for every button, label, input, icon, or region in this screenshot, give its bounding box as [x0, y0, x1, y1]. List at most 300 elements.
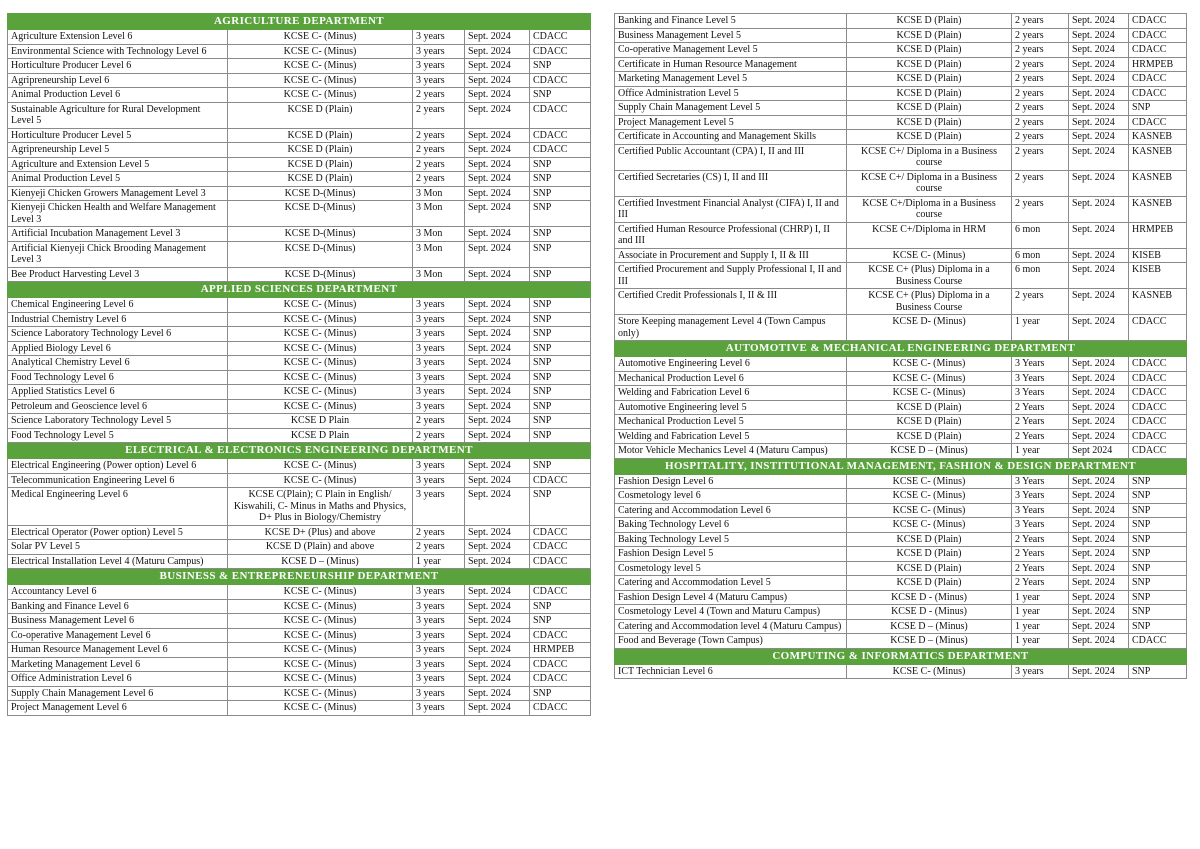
intake-cell: Sept. 2024	[465, 186, 530, 201]
course-cell: Automotive Engineering level 5	[615, 400, 847, 415]
exam-body-cell: HRMPEB	[1129, 222, 1187, 248]
exam-body-cell: SNP	[530, 157, 591, 172]
table-row	[8, 643, 591, 658]
intake-cell: Sept. 2024	[1069, 222, 1129, 248]
exam-body-cell: CDACC	[1129, 444, 1187, 459]
exam-body-cell: SNP	[1129, 532, 1187, 547]
exam-body-cell: SNP	[530, 312, 591, 327]
requirement-cell: KCSE C- (Minus)	[228, 298, 413, 313]
course-cell: Science Laboratory Technology Level 6	[8, 327, 228, 342]
course-cell: Agripreneurship Level 5	[8, 143, 228, 158]
duration-cell: 3 years	[413, 30, 465, 45]
course-cell: Baking Technology Level 6	[615, 518, 847, 533]
duration-cell: 2 years	[1012, 170, 1069, 196]
table-row	[8, 599, 591, 614]
exam-body-cell: HRMPEB	[530, 643, 591, 658]
intake-cell: Sept. 2024	[465, 102, 530, 128]
exam-body-cell: CDACC	[530, 628, 591, 643]
duration-cell: 3 years	[413, 312, 465, 327]
exam-body-cell: SNP	[530, 414, 591, 429]
intake-cell: Sept. 2024	[1069, 86, 1129, 101]
intake-cell: Sept. 2024	[1069, 28, 1129, 43]
intake-cell: Sept. 2024	[1069, 386, 1129, 401]
intake-cell: Sept. 2024	[465, 385, 530, 400]
course-cell: Cosmetology level 5	[615, 561, 847, 576]
duration-cell: 3 years	[413, 686, 465, 701]
exam-body-cell: CDACC	[1129, 115, 1187, 130]
intake-cell: Sept. 2024	[465, 298, 530, 313]
requirement-cell: KCSE C- (Minus)	[228, 356, 413, 371]
table-row	[8, 327, 591, 342]
requirement-cell: KCSE D (Plain)	[847, 429, 1012, 444]
exam-body-cell: SNP	[1129, 489, 1187, 504]
duration-cell: 2 years	[1012, 14, 1069, 29]
table-row	[615, 248, 1187, 263]
intake-cell: Sept. 2024	[1069, 561, 1129, 576]
intake-cell: Sept. 2024	[465, 327, 530, 342]
table-row	[615, 263, 1187, 289]
duration-cell: 3 years	[413, 73, 465, 88]
intake-cell: Sept. 2024	[465, 143, 530, 158]
duration-cell: 3 years	[413, 399, 465, 414]
table-row	[8, 585, 591, 600]
course-cell: Agripreneurship Level 6	[8, 73, 228, 88]
department-title: APPLIED SCIENCES DEPARTMENT	[8, 282, 591, 298]
intake-cell: Sept. 2024	[465, 341, 530, 356]
duration-cell: 2 years	[413, 88, 465, 103]
exam-body-cell: SNP	[530, 459, 591, 474]
course-cell: Welding and Fabrication Level 6	[615, 386, 847, 401]
exam-body-cell: SNP	[1129, 503, 1187, 518]
intake-cell: Sept. 2024	[1069, 371, 1129, 386]
table-row	[8, 628, 591, 643]
course-cell: Industrial Chemistry Level 6	[8, 312, 228, 327]
intake-cell: Sept. 2024	[465, 267, 530, 282]
department-title: BUSINESS & ENTREPRENEURSHIP DEPARTMENT	[8, 569, 591, 585]
course-cell: Solar PV Level 5	[8, 540, 228, 555]
duration-cell: 2 Years	[1012, 400, 1069, 415]
table-row	[615, 415, 1187, 430]
exam-body-cell: CDACC	[1129, 415, 1187, 430]
course-cell: Animal Production Level 6	[8, 88, 228, 103]
exam-body-cell: CDACC	[530, 30, 591, 45]
course-cell: Horticulture Producer Level 6	[8, 59, 228, 74]
requirement-cell: KCSE D (Plain)	[847, 72, 1012, 87]
table-row	[615, 196, 1187, 222]
intake-cell: Sept. 2024	[465, 157, 530, 172]
requirement-cell: KCSE D (Plain)	[228, 128, 413, 143]
intake-cell: Sept. 2024	[1069, 503, 1129, 518]
intake-cell: Sept. 2024	[1069, 547, 1129, 562]
requirement-cell: KCSE C+/ Diploma in a Business course	[847, 144, 1012, 170]
duration-cell: 3 years	[413, 356, 465, 371]
intake-cell: Sept. 2024	[1069, 357, 1129, 372]
table-row	[8, 227, 591, 242]
intake-cell: Sept. 2024	[465, 540, 530, 555]
course-cell: Telecommunication Engineering Level 6	[8, 473, 228, 488]
intake-cell: Sept. 2024	[1069, 72, 1129, 87]
exam-body-cell: KASNEB	[1129, 289, 1187, 315]
requirement-cell: KCSE C- (Minus)	[228, 370, 413, 385]
table-row	[8, 267, 591, 282]
table-row	[8, 298, 591, 313]
course-cell: Environmental Science with Technology Level 6	[8, 44, 228, 59]
intake-cell: Sept. 2024	[465, 59, 530, 74]
table-row	[615, 72, 1187, 87]
requirement-cell: KCSE C- (Minus)	[847, 518, 1012, 533]
table-row	[615, 386, 1187, 401]
course-cell: Supply Chain Management Level 6	[8, 686, 228, 701]
duration-cell: 2 years	[413, 172, 465, 187]
exam-body-cell: SNP	[530, 488, 591, 526]
table-row	[615, 561, 1187, 576]
table-row	[615, 130, 1187, 145]
intake-cell: Sept. 2024	[1069, 474, 1129, 489]
intake-cell: Sept. 2024	[1069, 400, 1129, 415]
duration-cell: 2 Years	[1012, 561, 1069, 576]
duration-cell: 3 years	[413, 473, 465, 488]
course-cell: Associate in Procurement and Supply I, II & III	[615, 248, 847, 263]
table-row	[8, 399, 591, 414]
table-row	[8, 59, 591, 74]
department-title: HOSPITALITY, INSTITUTIONAL MANAGEMENT, FASHION & DESIGN DEPARTMENT	[615, 458, 1187, 474]
exam-body-cell: SNP	[530, 241, 591, 267]
department-title: ELECTRICAL & ELECTRONICS ENGINEERING DEPARTMENT	[8, 443, 591, 459]
requirement-cell: KCSE C- (Minus)	[228, 73, 413, 88]
exam-body-cell: SNP	[530, 370, 591, 385]
table-row	[615, 429, 1187, 444]
requirement-cell: KCSE D- (Minus)	[847, 315, 1012, 341]
table-row	[615, 357, 1187, 372]
duration-cell: 3 Years	[1012, 489, 1069, 504]
course-cell: Bee Product Harvesting Level 3	[8, 267, 228, 282]
course-cell: Co-operative Management Level 5	[615, 43, 847, 58]
exam-body-cell: CDACC	[1129, 429, 1187, 444]
duration-cell: 1 year	[1012, 605, 1069, 620]
exam-body-cell: SNP	[530, 267, 591, 282]
exam-body-cell: CDACC	[1129, 634, 1187, 649]
course-cell: Fashion Design Level 6	[615, 474, 847, 489]
duration-cell: 3 Mon	[413, 186, 465, 201]
table-row	[8, 312, 591, 327]
requirement-cell: KCSE D (Plain)	[847, 101, 1012, 116]
course-cell: Catering and Accommodation level 4 (Maturu Campus)	[615, 619, 847, 634]
table-row	[8, 554, 591, 569]
intake-cell: Sept. 2024	[1069, 532, 1129, 547]
exam-body-cell: SNP	[1129, 619, 1187, 634]
exam-body-cell: CDACC	[1129, 315, 1187, 341]
duration-cell: 3 years	[413, 672, 465, 687]
duration-cell: 2 years	[1012, 86, 1069, 101]
exam-body-cell: HRMPEB	[1129, 57, 1187, 72]
course-cell: Certified Public Accountant (CPA) I, II and III	[615, 144, 847, 170]
intake-cell: Sept. 2024	[1069, 429, 1129, 444]
course-cell: Baking Technology Level 5	[615, 532, 847, 547]
course-cell: Banking and Finance Level 6	[8, 599, 228, 614]
table-row	[615, 518, 1187, 533]
course-cell: Animal Production Level 5	[8, 172, 228, 187]
table-row	[8, 241, 591, 267]
intake-cell: Sept. 2024	[1069, 315, 1129, 341]
requirement-cell: KCSE D Plain	[228, 428, 413, 443]
course-cell: ICT Technician Level 6	[615, 664, 847, 679]
intake-cell: Sept. 2024	[465, 201, 530, 227]
exam-body-cell: CDACC	[530, 73, 591, 88]
exam-body-cell: KISEB	[1129, 248, 1187, 263]
course-cell: Agriculture Extension Level 6	[8, 30, 228, 45]
duration-cell: 3 years	[413, 488, 465, 526]
requirement-cell: KCSE C- (Minus)	[228, 643, 413, 658]
course-cell: Electrical Operator (Power option) Level 5	[8, 525, 228, 540]
requirement-cell: KCSE D (Plain)	[847, 547, 1012, 562]
duration-cell: 2 years	[1012, 130, 1069, 145]
table-row	[615, 28, 1187, 43]
duration-cell: 6 mon	[1012, 263, 1069, 289]
intake-cell: Sept. 2024	[1069, 415, 1129, 430]
table-row	[8, 157, 591, 172]
duration-cell: 1 year	[1012, 634, 1069, 649]
intake-cell: Sept. 2024	[1069, 248, 1129, 263]
exam-body-cell: SNP	[1129, 590, 1187, 605]
exam-body-cell: CDACC	[1129, 357, 1187, 372]
table-row	[615, 605, 1187, 620]
duration-cell: 3 years	[413, 385, 465, 400]
table-row	[8, 701, 591, 716]
course-cell: Certified Credit Professionals I, II & III	[615, 289, 847, 315]
duration-cell: 6 mon	[1012, 222, 1069, 248]
duration-cell: 2 Years	[1012, 429, 1069, 444]
requirement-cell: KCSE C+ (Plus) Diploma in a Business Course	[847, 263, 1012, 289]
intake-cell: Sept. 2024	[465, 356, 530, 371]
table-row	[8, 73, 591, 88]
department-title: COMPUTING & INFORMATICS DEPARTMENT	[615, 648, 1187, 664]
table-row	[615, 503, 1187, 518]
course-cell: Artificial Incubation Management Level 3	[8, 227, 228, 242]
exam-body-cell: CDACC	[530, 585, 591, 600]
duration-cell: 2 years	[413, 128, 465, 143]
requirement-cell: KCSE D (Plain)	[847, 576, 1012, 591]
exam-body-cell: CDACC	[1129, 400, 1187, 415]
exam-body-cell: SNP	[1129, 576, 1187, 591]
intake-cell: Sept. 2024	[1069, 101, 1129, 116]
duration-cell: 3 years	[413, 643, 465, 658]
requirement-cell: KCSE C- (Minus)	[228, 312, 413, 327]
requirement-cell: KCSE C+ (Plus) Diploma in a Business Course	[847, 289, 1012, 315]
exam-body-cell: SNP	[530, 614, 591, 629]
table-row	[615, 590, 1187, 605]
duration-cell: 1 year	[413, 554, 465, 569]
duration-cell: 3 years	[413, 341, 465, 356]
requirement-cell: KCSE C- (Minus)	[228, 399, 413, 414]
course-cell: Store Keeping management Level 4 (Town Campus only)	[615, 315, 847, 341]
exam-body-cell: CDACC	[530, 44, 591, 59]
requirement-cell: KCSE D+ (Plus) and above	[228, 525, 413, 540]
course-cell: Supply Chain Management Level 5	[615, 101, 847, 116]
duration-cell: 3 Years	[1012, 474, 1069, 489]
course-cell: Catering and Accommodation Level 5	[615, 576, 847, 591]
exam-body-cell: SNP	[530, 599, 591, 614]
intake-cell: Sept. 2024	[465, 672, 530, 687]
duration-cell: 1 year	[1012, 619, 1069, 634]
right-column	[614, 13, 1187, 679]
intake-cell: Sept. 2024	[1069, 115, 1129, 130]
exam-body-cell: CDACC	[530, 672, 591, 687]
requirement-cell: KCSE C- (Minus)	[847, 664, 1012, 679]
course-cell: Fashion Design Level 4 (Maturu Campus)	[615, 590, 847, 605]
course-cell: Office Administration Level 5	[615, 86, 847, 101]
requirement-cell: KCSE D (Plain)	[847, 400, 1012, 415]
intake-cell: Sept. 2024	[1069, 576, 1129, 591]
duration-cell: 3 years	[413, 657, 465, 672]
intake-cell: Sept. 2024	[1069, 263, 1129, 289]
course-cell: Kienyeji Chicken Growers Management Level 3	[8, 186, 228, 201]
requirement-cell: KCSE C- (Minus)	[847, 489, 1012, 504]
duration-cell: 3 Years	[1012, 357, 1069, 372]
course-cell: Sustainable Agriculture for Rural Development Level 5	[8, 102, 228, 128]
requirement-cell: KCSE C- (Minus)	[847, 371, 1012, 386]
table-row	[615, 634, 1187, 649]
requirement-cell: KCSE D – (Minus)	[847, 634, 1012, 649]
exam-body-cell: SNP	[530, 428, 591, 443]
exam-body-cell: SNP	[1129, 561, 1187, 576]
table-row	[8, 128, 591, 143]
table-row	[8, 385, 591, 400]
intake-cell: Sept. 2024	[1069, 196, 1129, 222]
requirement-cell: KCSE D - (Minus)	[847, 590, 1012, 605]
course-cell: Certified Secretaries (CS) I, II and III	[615, 170, 847, 196]
requirement-cell: KCSE D (Plain)	[847, 14, 1012, 29]
course-cell: Applied Biology Level 6	[8, 341, 228, 356]
requirement-cell: KCSE C- (Minus)	[228, 599, 413, 614]
requirement-cell: KCSE D (Plain)	[847, 57, 1012, 72]
intake-cell: Sept. 2024	[1069, 605, 1129, 620]
table-row	[615, 532, 1187, 547]
requirement-cell: KCSE C+/ Diploma in a Business course	[847, 170, 1012, 196]
table-row	[615, 619, 1187, 634]
duration-cell: 3 years	[413, 614, 465, 629]
requirement-cell: KCSE C- (Minus)	[228, 473, 413, 488]
requirement-cell: KCSE C- (Minus)	[228, 59, 413, 74]
duration-cell: 2 Years	[1012, 415, 1069, 430]
course-cell: Human Resource Management Level 6	[8, 643, 228, 658]
intake-cell: Sept. 2024	[465, 473, 530, 488]
duration-cell: 1 year	[1012, 315, 1069, 341]
course-cell: Welding and Fabrication Level 5	[615, 429, 847, 444]
requirement-cell: KCSE D – (Minus)	[847, 619, 1012, 634]
exam-body-cell: SNP	[1129, 101, 1187, 116]
requirement-cell: KCSE C- (Minus)	[228, 44, 413, 59]
requirement-cell: KCSE C+/Diploma in a Business course	[847, 196, 1012, 222]
exam-body-cell: CDACC	[530, 143, 591, 158]
table-row	[615, 664, 1187, 679]
course-cell: Electrical Installation Level 4 (Maturu Campus)	[8, 554, 228, 569]
duration-cell: 3 Mon	[413, 201, 465, 227]
course-cell: Medical Engineering Level 6	[8, 488, 228, 526]
course-cell: Food Technology Level 6	[8, 370, 228, 385]
course-cell: Business Management Level 5	[615, 28, 847, 43]
duration-cell: 2 years	[1012, 115, 1069, 130]
duration-cell: 3 years	[413, 628, 465, 643]
duration-cell: 3 Mon	[413, 241, 465, 267]
course-cell: Kienyeji Chicken Health and Welfare Management Level 3	[8, 201, 228, 227]
exam-body-cell: CDACC	[530, 540, 591, 555]
table-row	[615, 14, 1187, 29]
department-title: AUTOMOTIVE & MECHANICAL ENGINEERING DEPARTMENT	[615, 341, 1187, 357]
intake-cell: Sept. 2024	[465, 172, 530, 187]
course-cell: Certified Human Resource Professional (CHRP) I, II and III	[615, 222, 847, 248]
course-cell: Science Laboratory Technology Level 5	[8, 414, 228, 429]
intake-cell: Sept. 2024	[1069, 43, 1129, 58]
course-cell: Banking and Finance Level 5	[615, 14, 847, 29]
duration-cell: 3 Years	[1012, 371, 1069, 386]
requirement-cell: KCSE D (Plain)	[847, 532, 1012, 547]
course-cell: Office Administration Level 6	[8, 672, 228, 687]
intake-cell: Sept. 2024	[465, 128, 530, 143]
intake-cell: Sept. 2024	[465, 88, 530, 103]
requirement-cell: KCSE D-(Minus)	[228, 186, 413, 201]
department-header	[8, 282, 591, 298]
intake-cell: Sept. 2024	[465, 241, 530, 267]
duration-cell: 3 Years	[1012, 386, 1069, 401]
exam-body-cell: SNP	[530, 227, 591, 242]
intake-cell: Sept. 2024	[465, 73, 530, 88]
department-header	[615, 458, 1187, 474]
table-row	[615, 371, 1187, 386]
requirement-cell: KCSE C- (Minus)	[228, 327, 413, 342]
duration-cell: 2 years	[1012, 72, 1069, 87]
intake-cell: Sept. 2024	[465, 414, 530, 429]
exam-body-cell: CDACC	[1129, 371, 1187, 386]
table-row	[615, 115, 1187, 130]
course-cell: Cosmetology Level 4 (Town and Maturu Campus)	[615, 605, 847, 620]
course-cell: Chemical Engineering Level 6	[8, 298, 228, 313]
exam-body-cell: CDACC	[530, 128, 591, 143]
requirement-cell: KCSE D (Plain)	[847, 415, 1012, 430]
requirement-cell: KCSE D – (Minus)	[228, 554, 413, 569]
department-title: AGRICULTURE DEPARTMENT	[8, 14, 591, 30]
department-header	[615, 648, 1187, 664]
duration-cell: 3 Mon	[413, 227, 465, 242]
table-row	[615, 576, 1187, 591]
intake-cell: Sept. 2024	[1069, 664, 1129, 679]
course-cell: Marketing Management Level 6	[8, 657, 228, 672]
course-cell: Catering and Accommodation Level 6	[615, 503, 847, 518]
requirement-cell: KCSE C- (Minus)	[847, 503, 1012, 518]
table-row	[615, 474, 1187, 489]
department-header	[615, 341, 1187, 357]
intake-cell: Sept. 2024	[465, 554, 530, 569]
table-row	[615, 101, 1187, 116]
table-row	[615, 86, 1187, 101]
exam-body-cell: SNP	[1129, 664, 1187, 679]
requirement-cell: KCSE C- (Minus)	[228, 672, 413, 687]
duration-cell: 3 years	[413, 599, 465, 614]
intake-cell: Sept. 2024	[465, 428, 530, 443]
requirement-cell: KCSE C- (Minus)	[847, 386, 1012, 401]
exam-body-cell: CDACC	[530, 102, 591, 128]
table-row	[615, 444, 1187, 459]
exam-body-cell: SNP	[530, 201, 591, 227]
exam-body-cell: CDACC	[1129, 72, 1187, 87]
intake-cell: Sept. 2024	[465, 312, 530, 327]
table-row	[8, 540, 591, 555]
exam-body-cell: CDACC	[530, 554, 591, 569]
intake-cell: Sept. 2024	[1069, 144, 1129, 170]
course-cell: Food and Beverage (Town Campus)	[615, 634, 847, 649]
course-cell: Certificate in Accounting and Management Skills	[615, 130, 847, 145]
table-row	[615, 489, 1187, 504]
department-header	[8, 569, 591, 585]
